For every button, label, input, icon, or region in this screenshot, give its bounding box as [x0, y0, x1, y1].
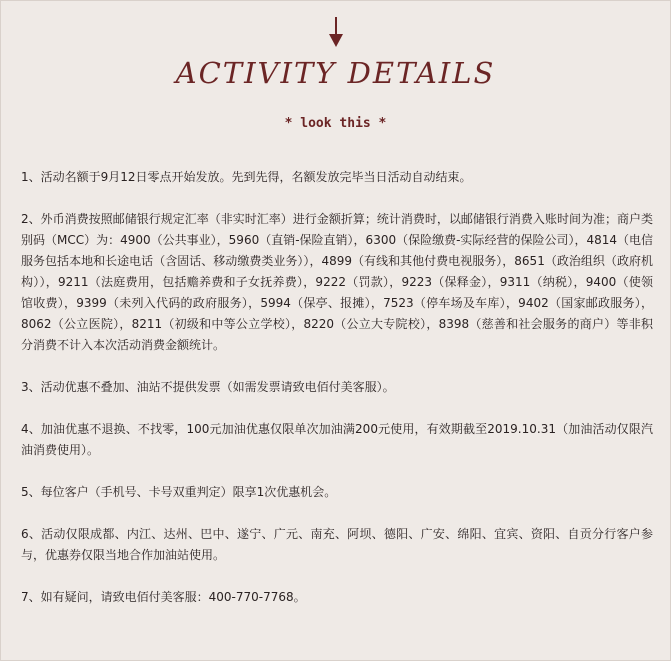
rule-item-3: 3、活动优惠不叠加、油站不提供发票（如需发票请致电佰付美客服）。 — [21, 380, 395, 394]
arrow-down-icon — [327, 17, 345, 47]
page-title: ACTIVITY DETAILS — [175, 56, 496, 90]
activity-rules — [21, 167, 653, 629]
rule-item-5: 5、每位客户（手机号、卡号双重判定）限享1次优惠机会。 — [21, 485, 337, 499]
page-subtitle: * look this * — [284, 116, 387, 131]
rule-item-6: 6、活动仅限成都、内江、达州、巴中、遂宁、广元、南充、阿坝、德阳、广安、绵阳、宜宾、资阳、自贡分行客户参与，优惠券仅限当地合作加油站使用。 — [21, 527, 653, 562]
rule-item-2: 2、外币消费按照邮储银行规定汇率（非实时汇率）进行金额折算；统计消费时，以邮储银行消费入账时间为准；商户类别码（MCC）为：4900（公共事业），5960（直销-保险直销），6300（保险缴费-实际经营的保险公司），4814（电信服务包括本地和长途电话（含固话、移动缴费类业务）），4899（有线和其他付费电视服务），8651（政治组织（政府机构）），9211（法庭费用，包括赡养费和子女抚养费），9222（罚款），9223（保释金），9311（纳税），9400（使领馆收费），9399（未列入代码的政府服务），5994（保亭、报摊），7523（停车场及车库），9402（国家邮政服务），8062（公立医院），8211（初级和中等公立学校），8220（公立大专院校），8398（慈善和社会服务的商户）等非积分消费不计入本次活动消费金额统计。 — [21, 212, 653, 352]
rule-item-7: 7、如有疑问，请致电佰付美客服：400-770-7768。 — [21, 590, 306, 604]
rule-item-1: 1、活动名额于9月12日零点开始发放。先到先得，名额发放完毕当日活动自动结束。 — [21, 170, 472, 184]
rule-item-4: 4、加油优惠不退换、不找零，100元加油优惠仅限单次加油满200元使用，有效期截至2019.10.31（加油活动仅限汽油消费使用）。 — [21, 422, 653, 457]
